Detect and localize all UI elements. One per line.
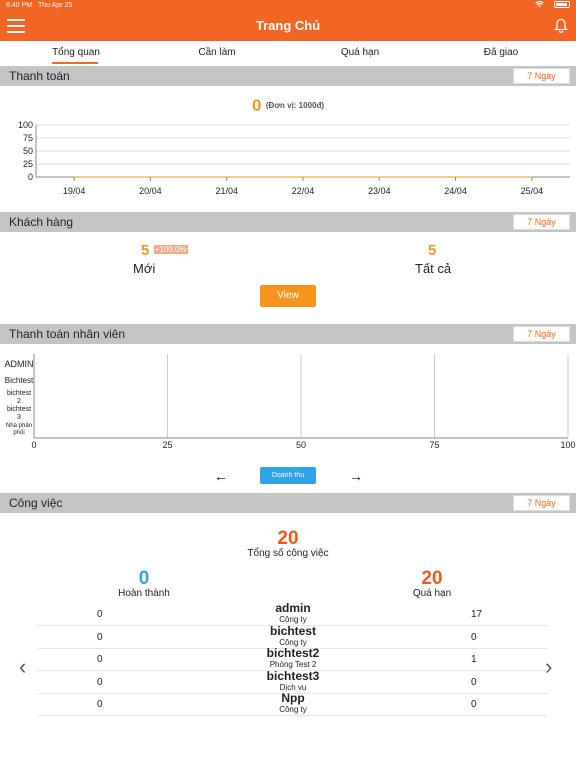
tab-overdue[interactable]: Quá hạn: [340, 47, 380, 58]
line-chart-y-tick-label: 25: [22, 159, 33, 169]
row-department: Dịch vụ: [279, 683, 307, 692]
tab-overview[interactable]: Tổng quan: [26, 47, 126, 58]
line-chart-x-tick-label: 24/04: [444, 186, 467, 196]
bar-chart-category-label: ADMIN: [4, 359, 34, 369]
chevron-right-icon[interactable]: ›: [545, 654, 553, 679]
tab-todo[interactable]: Cần làm: [198, 47, 236, 58]
arrow-left-icon[interactable]: ←: [214, 468, 228, 484]
new-customers-count-group: [141, 242, 188, 260]
row-overdue-value: 17: [471, 609, 483, 620]
tasks-section-title: Công việc: [9, 496, 63, 510]
all-customers-label: Tất cả: [415, 261, 452, 276]
tab-assigned[interactable]: Đã giao: [483, 47, 519, 58]
row-overdue-value: 0: [471, 699, 477, 710]
bar-chart-category-label: bichtest 3: [6, 406, 32, 421]
table-row[interactable]: [38, 601, 548, 626]
row-done-value: 0: [97, 609, 103, 620]
bar-chart-category-label: Nhà phân phối: [5, 423, 33, 436]
payment-unit-label: (Đơn vị: 1000đ): [265, 101, 325, 110]
tasks-done-label: Hoàn thành: [118, 588, 170, 599]
row-department: Công ty: [279, 705, 307, 714]
tasks-total-count: 20: [277, 528, 299, 549]
payment-total: [0, 96, 576, 116]
staff-payment-bar-chart: [0, 350, 576, 454]
payment-total-value: 0: [251, 96, 262, 115]
wifi-icon: [535, 1, 544, 8]
tasks-overdue-count: 20: [421, 568, 443, 589]
bar-chart-x-tick-label: 0: [31, 440, 37, 450]
payment-section-header: [0, 66, 576, 86]
row-done-value: 0: [97, 699, 103, 710]
line-chart-x-tick-label: 23/04: [368, 186, 391, 196]
line-chart-x-tick-label: 20/04: [139, 186, 162, 196]
tasks-total-label: Tổng số công việc: [247, 548, 329, 559]
line-chart-y-tick-label: 50: [22, 146, 33, 156]
payment-line-chart: [0, 118, 576, 202]
payment-range-button[interactable]: 7 Ngày: [513, 68, 570, 84]
row-overdue-value: 0: [471, 677, 477, 688]
new-customers-count: 5: [141, 242, 150, 259]
status-bar: [0, 0, 576, 12]
battery-icon: [554, 1, 570, 8]
tasks-section-header: [0, 493, 576, 513]
customers-range-button[interactable]: 7 Ngày: [513, 214, 570, 230]
table-row[interactable]: [38, 646, 548, 671]
new-customers-change-badge: +100.0%: [154, 245, 187, 254]
revenue-toggle-button[interactable]: Doanh thu: [260, 467, 316, 484]
status-time: 6:40 PM: [6, 2, 33, 9]
line-chart-x-tick-label: 25/04: [520, 186, 544, 196]
bar-chart-x-tick-label: 50: [295, 440, 307, 450]
tasks-range-button[interactable]: 7 Ngày: [513, 495, 570, 511]
row-user-name: admin: [275, 601, 311, 615]
row-user-name: bichtest3: [266, 669, 320, 683]
line-chart-x-tick-label: 19/04: [62, 186, 86, 196]
payment-section-title: Thanh toán: [9, 69, 70, 83]
tasks-overdue-label: Quá hạn: [412, 588, 452, 599]
navbar: [0, 12, 576, 41]
row-user-name: Npp: [281, 691, 305, 705]
line-chart-x-tick-label: 22/04: [291, 186, 315, 196]
tab-bar: [0, 41, 576, 66]
arrow-right-icon[interactable]: →: [349, 468, 363, 484]
staff-payment-section-header: [0, 324, 576, 344]
row-department: Phòng Test 2: [269, 660, 317, 669]
tasks-done-count: 0: [138, 568, 150, 589]
row-user-name: bichtest: [269, 624, 316, 638]
staff-payment-range-button[interactable]: 7 Ngày: [513, 326, 570, 342]
bell-icon[interactable]: [554, 18, 568, 34]
line-chart-y-tick-label: 100: [17, 120, 33, 130]
customers-section-header: [0, 212, 576, 232]
bar-chart-x-tick-label: 75: [429, 440, 440, 450]
bar-chart-x-tick-label: 25: [162, 440, 173, 450]
all-customers-count: 5: [428, 242, 437, 259]
bar-chart-category-label: Bichtest: [4, 376, 34, 385]
new-customers-label: Mới: [133, 261, 156, 276]
page-title: Trang Chủ: [255, 18, 321, 33]
row-overdue-value: 1: [471, 654, 477, 665]
row-overdue-value: 0: [471, 632, 477, 643]
row-done-value: 0: [97, 632, 103, 643]
line-chart-y-tick-label: 0: [27, 172, 33, 182]
row-user-name: bichtest2: [266, 646, 320, 660]
line-chart-y-tick-label: 75: [22, 133, 33, 143]
line-chart-x-tick-label: 21/04: [215, 186, 238, 196]
bar-chart-category-label: bichtest 2: [6, 390, 32, 405]
status-indicators: [535, 1, 570, 8]
battery-percent-text: [548, 1, 550, 8]
staff-payment-section-title: Thanh toán nhân viên: [9, 327, 126, 341]
status-date: Thu Apr 25: [38, 2, 73, 9]
table-row[interactable]: [38, 691, 548, 716]
row-done-value: 0: [97, 677, 103, 688]
row-department: Công ty: [279, 638, 307, 647]
bar-chart-x-tick-label: 100: [560, 440, 576, 450]
view-customers-button[interactable]: View: [260, 285, 316, 307]
row-done-value: 0: [97, 654, 103, 665]
customers-section-title: Khách hàng: [9, 215, 74, 229]
row-department: Công ty: [279, 615, 307, 624]
chevron-left-icon[interactable]: ‹: [19, 654, 27, 679]
